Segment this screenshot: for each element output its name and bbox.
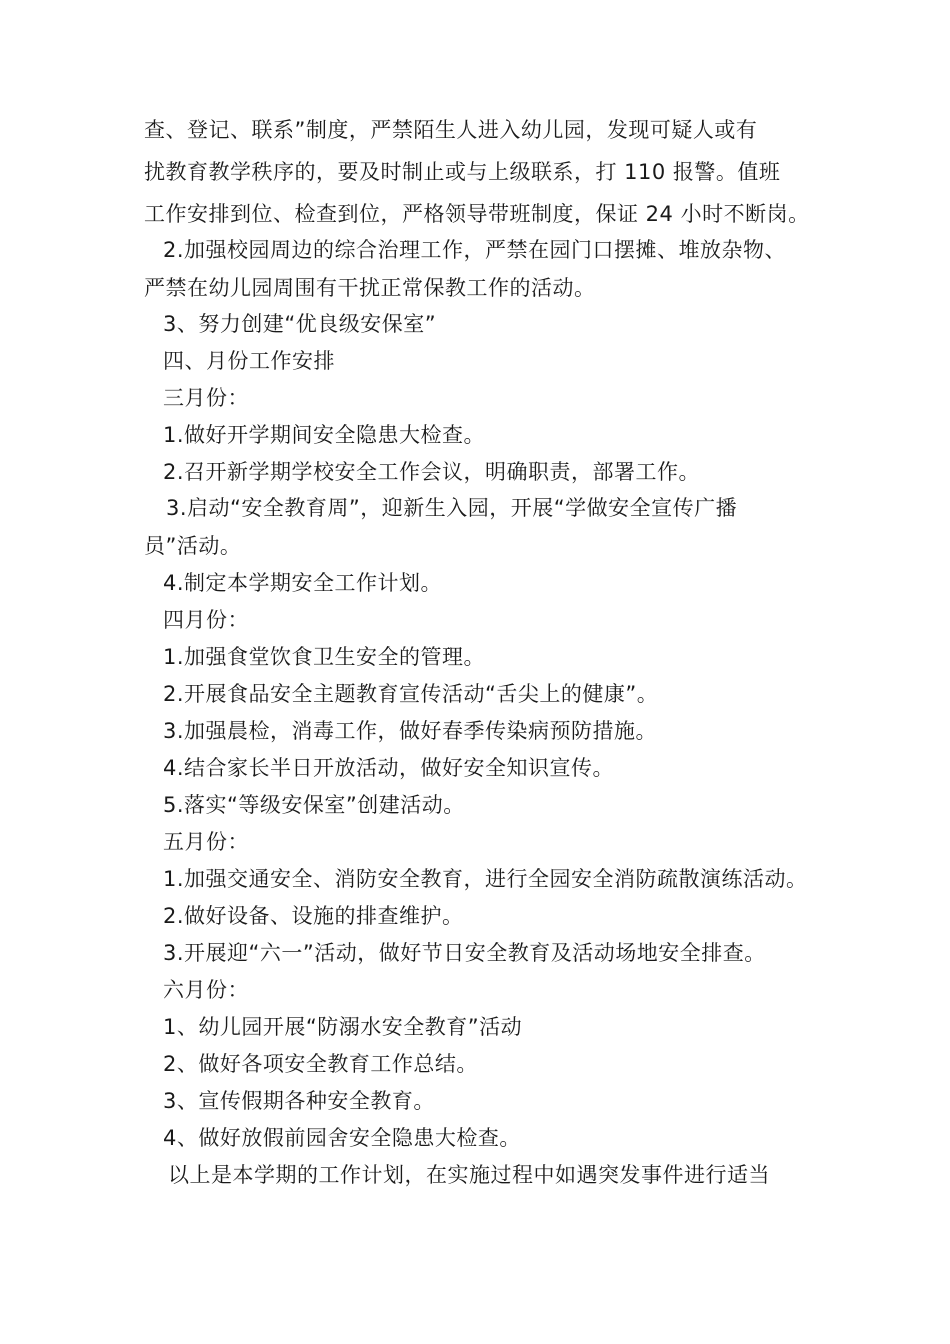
- month-heading-june: 六月份：: [163, 978, 249, 1002]
- item-line-10: 2.召开新学期学校安全工作会议，明确职责，部署工作。: [163, 460, 701, 484]
- paragraph-line-3: 工作安排到位、检查到位，严格领导带班制度，保证 24 小时不断岗。: [144, 202, 810, 226]
- paragraph-line-5: 严禁在幼儿园周围有干扰正常保教工作的活动。: [144, 276, 596, 300]
- paragraph-line-2: 扰教育教学秩序的，要及时制止或与上级联系，打 110 报警。值班: [144, 160, 781, 184]
- item-line-9: 1.做好开学期间安全隐患大检查。: [163, 423, 486, 447]
- item-line-18: 4.结合家长半日开放活动，做好安全知识宣传。: [163, 756, 615, 780]
- item-line-11: 3.启动“安全教育周”，迎新生入园，开展“学做安全宣传广播: [166, 496, 738, 520]
- month-heading-may: 五月份：: [163, 830, 249, 854]
- closing-line: 以上是本学期的工作计划，在实施过程中如遇突发事件进行适当: [168, 1163, 770, 1187]
- item-line-12: 员”活动。: [144, 534, 242, 558]
- item-line-16: 2.开展食品安全主题教育宣传活动“舌尖上的健康”。: [163, 682, 659, 706]
- item-line-15: 1.加强食堂饮食卫生安全的管理。: [163, 645, 486, 669]
- item-line-26: 2、做好各项安全教育工作总结。: [163, 1052, 478, 1076]
- item-line-27: 3、宣传假期各种安全教育。: [163, 1089, 435, 1113]
- item-line-22: 2.做好设备、设施的排查维护。: [163, 904, 464, 928]
- paragraph-line-4: 2.加强校园周边的综合治理工作，严禁在园门口摆摊、堆放杂物、: [163, 238, 787, 262]
- item-line-19: 5.落实“等级安保室”创建活动。: [163, 793, 465, 817]
- item-line-28: 4、做好放假前园舍安全隐患大检查。: [163, 1126, 521, 1150]
- month-heading-april: 四月份：: [163, 608, 249, 632]
- paragraph-line-1: 查、登记、联系”制度，严禁陌生人进入幼儿园，发现可疑人或有: [144, 118, 758, 142]
- month-heading-march: 三月份：: [163, 386, 249, 410]
- section-heading: 四、月份工作安排: [163, 349, 335, 373]
- item-line-17: 3.加强晨检，消毒工作，做好春季传染病预防措施。: [163, 719, 658, 743]
- item-line-6: 3、努力创建“优良级安保室”: [163, 312, 437, 336]
- item-line-21: 1.加强交通安全、消防安全教育，进行全园安全消防疏散演练活动。: [163, 867, 808, 891]
- item-line-25: 1、幼儿园开展“防溺水安全教育”活动: [163, 1015, 523, 1039]
- item-line-23: 3.开展迎“六一”活动，做好节日安全教育及活动场地安全排查。: [163, 941, 766, 965]
- item-line-13: 4.制定本学期安全工作计划。: [163, 571, 443, 595]
